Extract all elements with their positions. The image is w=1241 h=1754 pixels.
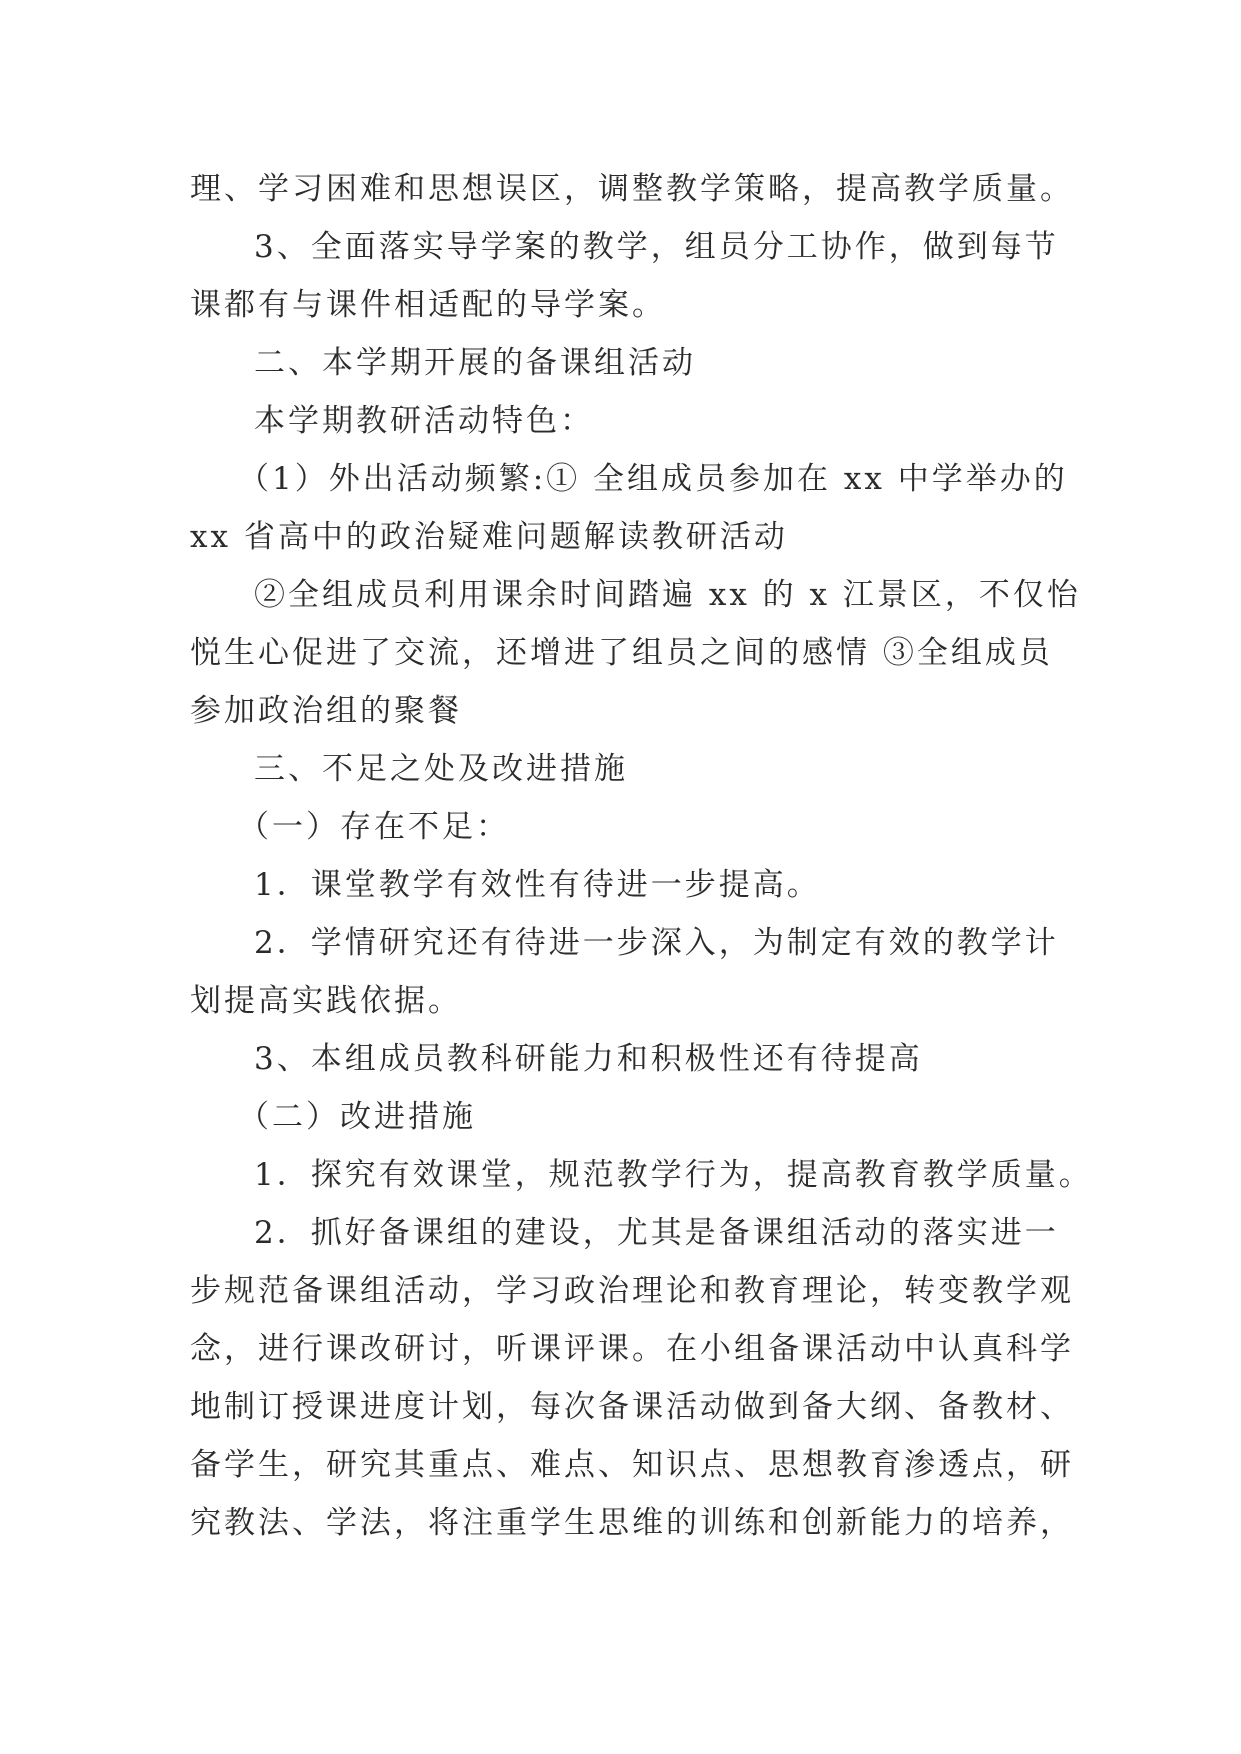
subsection-heading: （一）存在不足：: [238, 809, 510, 845]
text-line: 备学生，研究其重点、难点、知识点、思想教育渗透点，研: [190, 1447, 1074, 1483]
text-line: 本学期教研活动特色：: [254, 403, 594, 439]
text-line: 参加政治组的聚餐: [190, 693, 462, 729]
text-line: 2．学情研究还有待进一步深入，为制定有效的教学计: [254, 925, 1059, 961]
text-line: 2．抓好备课组的建设，尤其是备课组活动的落实进一: [254, 1215, 1059, 1251]
text-line: ②全组成员利用课余时间踏遍 xx 的 x 江景区，不仅怡: [254, 577, 1081, 613]
text-line: 划提高实践依据。: [190, 983, 462, 1019]
text-line: 1．探究有效课堂，规范教学行为，提高教育教学质量。: [254, 1157, 1093, 1193]
subsection-heading: （二）改进措施: [238, 1099, 476, 1135]
text-line: 步规范备课组活动，学习政治理论和教育理论，转变教学观: [190, 1273, 1074, 1309]
text-line: 3、本组成员教科研能力和积极性还有待提高: [254, 1041, 923, 1077]
text-line: 悦生心促进了交流，还增进了组员之间的感情 ③全组成员: [190, 635, 1053, 671]
section-heading: 二、本学期开展的备课组活动: [254, 345, 696, 381]
text-line: 课都有与课件相适配的导学案。: [190, 287, 666, 323]
text-line: xx 省高中的政治疑难问题解读教研活动: [190, 519, 788, 555]
document-body: [190, 160, 1093, 1552]
text-line: 1．课堂教学有效性有待进一步提高。: [254, 867, 821, 903]
text-line: 念，进行课改研讨，听课评课。在小组备课活动中认真科学: [190, 1331, 1074, 1367]
text-line: 3、全面落实导学案的教学，组员分工协作，做到每节: [254, 229, 1059, 265]
section-heading: 三、不足之处及改进措施: [254, 751, 628, 787]
text-line: 究教法、学法，将注重学生思维的训练和创新能力的培养，: [190, 1505, 1074, 1541]
text-line: （1）外出活动频繁:① 全组成员参加在 xx 中学举办的: [238, 461, 1068, 497]
text-line: 理、学习困难和思想误区，调整教学策略，提高教学质量。: [190, 171, 1074, 207]
text-line: 地制订授课进度计划，每次备课活动做到备大纲、备教材、: [190, 1389, 1074, 1425]
